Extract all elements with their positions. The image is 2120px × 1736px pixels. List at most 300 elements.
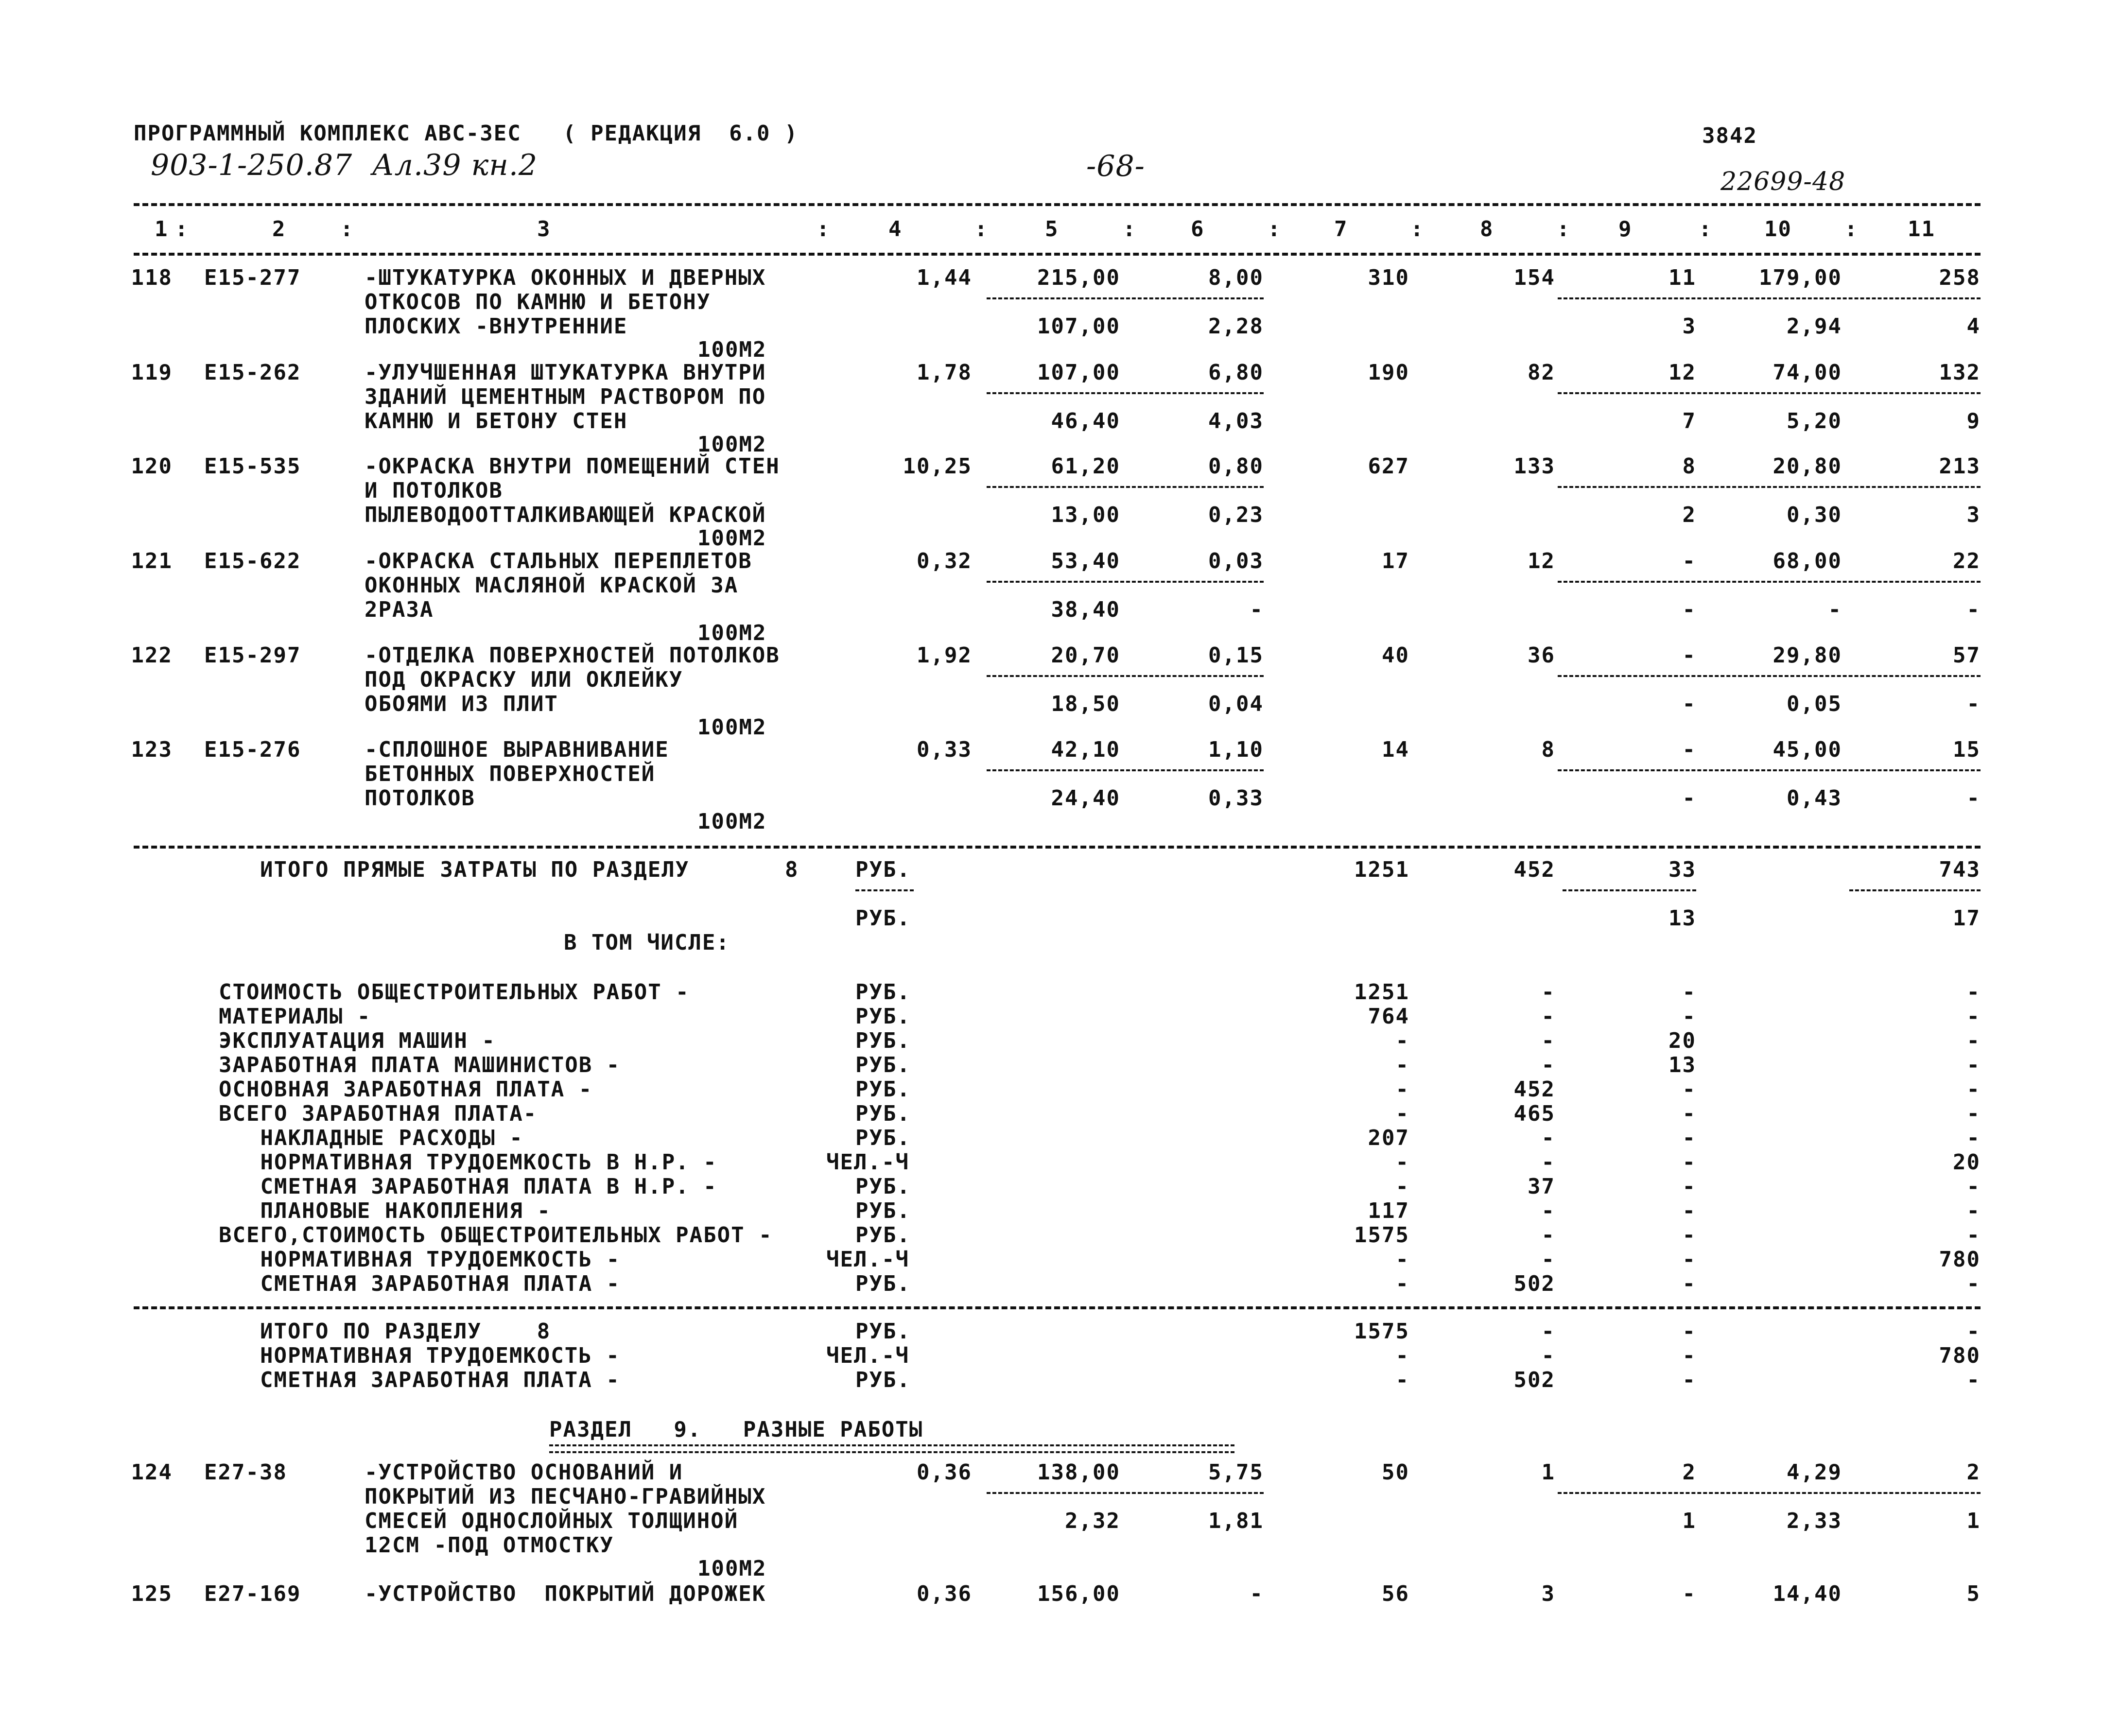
row-123-description: ПОТОЛКОВ: [365, 786, 475, 811]
row-122-c10b: 0,05: [1787, 692, 1842, 716]
row-125-c10: 14,40: [1772, 1581, 1842, 1606]
row-119-qty: 1,78: [917, 360, 972, 385]
breakdown-12-unit: ЧЕЛ.-Ч: [826, 1247, 909, 1272]
row-118-description: ПЛОСКИХ -ВНУТРЕННИЕ: [365, 314, 628, 339]
row-123-code: Е15-276: [204, 737, 301, 762]
totals-top-rule: [134, 846, 1981, 849]
row-120-description: ПЫЛЕВОДООТТАЛКИВАЮЩЕЙ КРАСКОЙ: [365, 503, 766, 527]
row-123-description: -СПЛОШНОЕ ВЫРАВНИВАНИЕ: [365, 737, 669, 762]
row-118-c6b: 2,28: [1208, 314, 1264, 339]
section-total-3-c8: 502: [1513, 1368, 1555, 1392]
row-124-description: -УСТРОЙСТВО ОСНОВАНИЙ И: [365, 1460, 683, 1485]
row-125-c9: -: [1682, 1581, 1696, 1606]
breakdown-9-c11: -: [1966, 1174, 1981, 1199]
column-header-4: 4: [888, 217, 903, 242]
row-118-description: ОТКОСОВ ПО КАМНЮ И БЕТОНУ: [365, 290, 711, 314]
row-118-c10b: 2,94: [1787, 314, 1842, 339]
row-118-qty: 1,44: [917, 265, 972, 290]
row-121-c5: 53,40: [1051, 549, 1120, 573]
row-119-unit: 100М2: [697, 432, 767, 457]
row-120-c6: 0,80: [1208, 454, 1264, 479]
handwritten-code: 22699-48: [1720, 167, 1846, 196]
row-118-c11: 258: [1939, 265, 1981, 290]
row-120-c8: 133: [1513, 454, 1555, 479]
row-120-c11b: 3: [1966, 503, 1981, 527]
row-120-qty: 10,25: [903, 454, 972, 479]
totals-c9: 33: [1668, 857, 1696, 882]
breakdown-2-unit: РУБ.: [855, 1004, 911, 1029]
breakdown-6-label: ВСЕГО ЗАРАБОТНАЯ ПЛАТА-: [219, 1101, 538, 1126]
section-total-3-unit: РУБ.: [855, 1368, 911, 1392]
row-120-c5: 61,20: [1051, 454, 1120, 479]
row-125-qty: 0,36: [917, 1581, 972, 1606]
breakdown-12-c9: -: [1682, 1247, 1696, 1272]
row-121-description: ОКОННЫХ МАСЛЯНОЙ КРАСКОЙ ЗА: [365, 573, 739, 598]
row-119-number: 119: [131, 360, 173, 385]
row-119-c6b: 4,03: [1208, 409, 1264, 434]
row-119-description: КАМНЮ И БЕТОНУ СТЕН: [365, 409, 628, 434]
breakdown-8-label: НОРМАТИВНАЯ ТРУДОЕМКОСТЬ В Н.Р. -: [219, 1150, 717, 1175]
row-124-number: 124: [131, 1460, 173, 1485]
breakdown-6-unit: РУБ.: [855, 1101, 911, 1126]
row-119-code: Е15-262: [204, 360, 301, 385]
breakdown-11-unit: РУБ.: [855, 1223, 911, 1248]
row-121-qty: 0,32: [917, 549, 972, 573]
breakdown-2-c7: 764: [1368, 1004, 1409, 1029]
column-separator: :: [817, 217, 831, 242]
row-125-c11: 5: [1966, 1581, 1981, 1606]
row-125-code: Е27-169: [204, 1581, 301, 1606]
breakdown-10-c8: -: [1541, 1198, 1555, 1223]
in-that-heading: В ТОМ ЧИСЛЕ:: [564, 930, 730, 955]
row-121-c9: -: [1682, 549, 1696, 573]
breakdown-4-unit: РУБ.: [855, 1053, 911, 1077]
row-124-c6: 5,75: [1208, 1460, 1264, 1485]
breakdown-6-c8: 465: [1513, 1101, 1555, 1126]
row-123-c5: 42,10: [1051, 737, 1120, 762]
row-121-c6b: -: [1250, 597, 1264, 622]
row-118-c8: 154: [1513, 265, 1555, 290]
page-number: -68-: [1086, 149, 1145, 183]
breakdown-4-c8: -: [1541, 1053, 1555, 1077]
row-118-c10: 179,00: [1759, 265, 1842, 290]
row-122-description: -ОТДЕЛКА ПОВЕРХНОСТЕЙ ПОТОЛКОВ: [365, 643, 780, 668]
breakdown-13-c9: -: [1682, 1271, 1696, 1296]
column-header-8: 8: [1480, 217, 1494, 242]
totals-c11b: 17: [1953, 906, 1981, 931]
row-119-c11: 132: [1939, 360, 1981, 385]
row-123-c10b: 0,43: [1787, 786, 1842, 811]
section-total-1-c8: -: [1541, 1319, 1555, 1344]
row-121-c5b: 38,40: [1051, 597, 1120, 622]
breakdown-3-c7: -: [1395, 1028, 1409, 1053]
row-121-description: 2РАЗА: [365, 597, 434, 622]
row-122-unit: 100М2: [697, 715, 767, 740]
column-separator: :: [340, 217, 354, 242]
breakdown-5-c7: -: [1395, 1077, 1409, 1102]
section-total-3-c11: -: [1966, 1368, 1981, 1392]
row-121-c9b: -: [1682, 597, 1696, 622]
row-119-c10b: 5,20: [1787, 409, 1842, 434]
section-9-double-underline: [549, 1444, 1234, 1453]
breakdown-12-c7: -: [1395, 1247, 1409, 1272]
row-118-c11b: 4: [1966, 314, 1981, 339]
totals-unit: РУБ.: [855, 857, 911, 882]
row-118-c5b: 107,00: [1037, 314, 1120, 339]
breakdown-7-label: НАКЛАДНЫЕ РАСХОДЫ -: [219, 1126, 523, 1150]
column-header-6: 6: [1191, 217, 1205, 242]
column-header-10: 10: [1764, 217, 1792, 242]
breakdown-1-c8: -: [1541, 980, 1555, 1005]
row-118-c7: 310: [1368, 265, 1409, 290]
section-total-1-c11: -: [1966, 1319, 1981, 1344]
row-119-rule-9-11: [1558, 392, 1981, 394]
row-119-c8: 82: [1528, 360, 1555, 385]
row-125-c8: 3: [1541, 1581, 1555, 1606]
totals-c7: 1251: [1354, 857, 1409, 882]
row-118-description: -ШТУКАТУРКА ОКОННЫХ И ДВЕРНЫХ: [365, 265, 766, 290]
breakdown-10-unit: РУБ.: [855, 1198, 911, 1223]
breakdown-1-c11: -: [1966, 980, 1981, 1005]
row-118-rule-5-6: [987, 297, 1264, 299]
totals-unit-rule: [855, 889, 914, 891]
row-124-description: 12СМ -ПОД ОТМОСТКУ: [365, 1533, 614, 1558]
breakdown-2-c8: -: [1541, 1004, 1555, 1029]
breakdown-8-c8: -: [1541, 1150, 1555, 1175]
row-118-rule-9-11: [1558, 297, 1981, 299]
breakdown-1-c7: 1251: [1354, 980, 1409, 1005]
totals-rule-11: [1849, 889, 1981, 891]
row-123-c9b: -: [1682, 786, 1696, 811]
row-121-c11b: -: [1966, 597, 1981, 622]
row-124-c9: 2: [1682, 1460, 1696, 1485]
totals-unit-2: РУБ.: [855, 906, 911, 931]
row-120-unit: 100М2: [697, 526, 767, 551]
row-122-c5: 20,70: [1051, 643, 1120, 668]
row-121-c10: 68,00: [1772, 549, 1842, 573]
breakdown-7-c7: 207: [1368, 1126, 1409, 1150]
breakdown-11-c7: 1575: [1354, 1223, 1409, 1248]
section-total-2-c9: -: [1682, 1343, 1696, 1368]
row-119-c7: 190: [1368, 360, 1409, 385]
row-124-c6b: 1,81: [1208, 1509, 1264, 1533]
breakdown-11-c9: -: [1682, 1223, 1696, 1248]
column-header-9: 9: [1618, 217, 1633, 242]
row-121-c7: 17: [1382, 549, 1409, 573]
section-total-2-c7: -: [1395, 1343, 1409, 1368]
section-total-1-c9: -: [1682, 1319, 1696, 1344]
row-119-c9: 12: [1668, 360, 1696, 385]
row-121-c10b: -: [1828, 597, 1842, 622]
row-122-c10: 29,80: [1772, 643, 1842, 668]
section-total-3-c7: -: [1395, 1368, 1409, 1392]
row-120-code: Е15-535: [204, 454, 301, 479]
row-121-rule-9-11: [1558, 581, 1981, 583]
row-119-c11b: 9: [1966, 409, 1981, 434]
row-119-c6: 6,80: [1208, 360, 1264, 385]
breakdown-2-c9: -: [1682, 1004, 1696, 1029]
row-118-c9b: 3: [1682, 314, 1696, 339]
section-total-2-label: НОРМАТИВНАЯ ТРУДОЕМКОСТЬ -: [260, 1343, 620, 1368]
row-120-rule-5-6: [987, 486, 1264, 488]
row-122-rule-5-6: [987, 675, 1264, 677]
row-124-c5: 138,00: [1037, 1460, 1120, 1485]
row-124-rule-5-6: [987, 1492, 1264, 1494]
column-separator: :: [1268, 217, 1282, 242]
row-122-c9b: -: [1682, 692, 1696, 716]
breakdown-12-c8: -: [1541, 1247, 1555, 1272]
row-121-rule-5-6: [987, 581, 1264, 583]
breakdown-10-c11: -: [1966, 1198, 1981, 1223]
section-total-1-c7: 1575: [1354, 1319, 1409, 1344]
row-120-c10: 20,80: [1772, 454, 1842, 479]
row-123-c11b: -: [1966, 786, 1981, 811]
row-122-c8: 36: [1528, 643, 1555, 668]
row-122-qty: 1,92: [917, 643, 972, 668]
breakdown-11-label: ВСЕГО,СТОИМОСТЬ ОБЩЕСТРОИТЕЛЬНЫХ РАБОТ -: [219, 1223, 773, 1248]
breakdown-11-c8: -: [1541, 1223, 1555, 1248]
row-125-c7: 56: [1382, 1581, 1409, 1606]
row-118-c6: 8,00: [1208, 265, 1264, 290]
row-118-c5: 215,00: [1037, 265, 1120, 290]
row-123-c9: -: [1682, 737, 1696, 762]
row-118-number: 118: [131, 265, 173, 290]
document-code: 3842: [1702, 123, 1757, 148]
breakdown-2-label: МАТЕРИАЛЫ -: [219, 1004, 371, 1029]
breakdown-7-c11: -: [1966, 1126, 1981, 1150]
column-header-11: 11: [1908, 217, 1935, 242]
row-119-c9b: 7: [1682, 409, 1696, 434]
breakdown-9-c7: -: [1395, 1174, 1409, 1199]
column-separator: :: [1699, 217, 1713, 242]
row-124-c11: 2: [1966, 1460, 1981, 1485]
row-124-c8: 1: [1541, 1460, 1555, 1485]
column-header-7: 7: [1334, 217, 1348, 242]
breakdown-8-c11: 20: [1953, 1150, 1981, 1175]
totals-label: ИТОГО ПРЯМЫЕ ЗАТРАТЫ ПО РАЗДЕЛУ: [260, 857, 690, 882]
section-total-1-unit: РУБ.: [855, 1319, 911, 1344]
row-120-rule-9-11: [1558, 486, 1981, 488]
breakdown-10-c9: -: [1682, 1198, 1696, 1223]
program-title: ПРОГРАММНЫЙ КОМПЛЕКС АВС-3ЕС ( РЕДАКЦИЯ 6.0 ): [134, 121, 799, 146]
breakdown-9-c9: -: [1682, 1174, 1696, 1199]
section-total-2-unit: ЧЕЛ.-Ч: [826, 1343, 909, 1368]
row-123-c6b: 0,33: [1208, 786, 1264, 811]
section-total-2-c8: -: [1541, 1343, 1555, 1368]
column-header-2: 2: [272, 217, 286, 242]
breakdown-1-c9: -: [1682, 980, 1696, 1005]
row-123-rule-9-11: [1558, 769, 1981, 771]
row-124-c9b: 1: [1682, 1509, 1696, 1533]
totals-c8: 452: [1513, 857, 1555, 882]
row-120-description: И ПОТОЛКОВ: [365, 478, 503, 503]
row-120-c7: 627: [1368, 454, 1409, 479]
row-122-c5b: 18,50: [1051, 692, 1120, 716]
breakdown-13-c11: -: [1966, 1271, 1981, 1296]
row-122-c6b: 0,04: [1208, 692, 1264, 716]
row-119-rule-5-6: [987, 392, 1264, 394]
section-total-top-rule: [134, 1306, 1981, 1309]
row-119-c5: 107,00: [1037, 360, 1120, 385]
section-total-1-label: ИТОГО ПО РАЗДЕЛУ 8: [260, 1319, 551, 1344]
row-120-c9: 8: [1682, 454, 1696, 479]
breakdown-10-c7: 117: [1368, 1198, 1409, 1223]
breakdown-11-c11: -: [1966, 1223, 1981, 1248]
row-119-c5b: 46,40: [1051, 409, 1120, 434]
row-123-c10: 45,00: [1772, 737, 1842, 762]
breakdown-12-c11: 780: [1939, 1247, 1981, 1272]
row-123-description: БЕТОННЫХ ПОВЕРХНОСТЕЙ: [365, 762, 656, 786]
row-123-c8: 8: [1541, 737, 1555, 762]
row-120-c6b: 0,23: [1208, 503, 1264, 527]
row-123-c6: 1,10: [1208, 737, 1264, 762]
row-125-number: 125: [131, 1581, 173, 1606]
breakdown-5-label: ОСНОВНАЯ ЗАРАБОТНАЯ ПЛАТА -: [219, 1077, 593, 1102]
breakdown-3-c11: -: [1966, 1028, 1981, 1053]
row-118-c9: 11: [1668, 265, 1696, 290]
row-120-c10b: 0,30: [1787, 503, 1842, 527]
column-header-1: 1: [155, 217, 169, 242]
row-122-c11: 57: [1953, 643, 1981, 668]
row-122-number: 122: [131, 643, 173, 668]
row-124-unit: 100М2: [697, 1556, 767, 1581]
row-125-description: -УСТРОЙСТВО ПОКРЫТИЙ ДОРОЖЕК: [365, 1581, 766, 1606]
breakdown-3-c9: 20: [1668, 1028, 1696, 1053]
breakdown-5-c11: -: [1966, 1077, 1981, 1102]
breakdown-13-c7: -: [1395, 1271, 1409, 1296]
breakdown-1-label: СТОИМОСТЬ ОБЩЕСТРОИТЕЛЬНЫХ РАБОТ -: [219, 980, 690, 1005]
breakdown-6-c7: -: [1395, 1101, 1409, 1126]
column-separator: :: [1410, 217, 1425, 242]
breakdown-5-c9: -: [1682, 1077, 1696, 1102]
row-124-qty: 0,36: [917, 1460, 972, 1485]
column-separator: :: [974, 217, 989, 242]
row-123-rule-5-6: [987, 769, 1264, 771]
column-header-5: 5: [1045, 217, 1059, 242]
breakdown-8-c7: -: [1395, 1150, 1409, 1175]
breakdown-13-c8: 502: [1513, 1271, 1555, 1296]
breakdown-2-c11: -: [1966, 1004, 1981, 1029]
breakdown-9-label: СМЕТНАЯ ЗАРАБОТНАЯ ПЛАТА В Н.Р. -: [219, 1174, 717, 1199]
totals-rule-9: [1563, 889, 1696, 891]
breakdown-3-unit: РУБ.: [855, 1028, 911, 1053]
breakdown-13-label: СМЕТНАЯ ЗАРАБОТНАЯ ПЛАТА -: [219, 1271, 621, 1296]
row-124-code: Е27-38: [204, 1460, 287, 1485]
row-120-c9b: 2: [1682, 503, 1696, 527]
row-121-c6: 0,03: [1208, 549, 1264, 573]
row-124-rule-9-11: [1558, 1492, 1981, 1494]
row-123-unit: 100М2: [697, 809, 767, 834]
breakdown-10-label: ПЛАНОВЫЕ НАКОПЛЕНИЯ -: [219, 1198, 551, 1223]
totals-c9b: 13: [1668, 906, 1696, 931]
row-122-description: ОБОЯМИ ИЗ ПЛИТ: [365, 692, 558, 716]
breakdown-13-unit: РУБ.: [855, 1271, 911, 1296]
breakdown-9-unit: РУБ.: [855, 1174, 911, 1199]
breakdown-5-unit: РУБ.: [855, 1077, 911, 1102]
breakdown-4-c9: 13: [1668, 1053, 1696, 1077]
breakdown-6-c11: -: [1966, 1101, 1981, 1126]
row-124-c5b: 2,32: [1065, 1509, 1120, 1533]
row-120-description: -ОКРАСКА ВНУТРИ ПОМЕЩЕНИЙ СТЕН: [365, 454, 780, 479]
breakdown-7-c8: -: [1541, 1126, 1555, 1150]
row-121-c8: 12: [1528, 549, 1555, 573]
row-123-qty: 0,33: [917, 737, 972, 762]
breakdown-9-c8: 37: [1528, 1174, 1555, 1199]
row-124-description: ПОКРЫТИЙ ИЗ ПЕСЧАНО-ГРАВИЙНЫХ: [365, 1484, 766, 1509]
section-9-title: РАЗДЕЛ 9. РАЗНЫЕ РАБОТЫ: [549, 1417, 923, 1442]
row-121-c11: 22: [1953, 549, 1981, 573]
row-121-number: 121: [131, 549, 173, 573]
row-121-unit: 100М2: [697, 621, 767, 645]
row-124-c7: 50: [1382, 1460, 1409, 1485]
row-124-c10: 4,29: [1787, 1460, 1842, 1485]
row-119-description: ЗДАНИЙ ЦЕМЕНТНЫМ РАСТВОРОМ ПО: [365, 384, 766, 409]
column-separator: :: [1844, 217, 1859, 242]
breakdown-7-c9: -: [1682, 1126, 1696, 1150]
breakdown-3-c8: -: [1541, 1028, 1555, 1053]
row-122-rule-9-11: [1558, 675, 1981, 677]
row-120-c5b: 13,00: [1051, 503, 1120, 527]
row-124-c10b: 2,33: [1787, 1509, 1842, 1533]
row-122-description: ПОД ОКРАСКУ ИЛИ ОКЛЕЙКУ: [365, 667, 683, 692]
breakdown-4-label: ЗАРАБОТНАЯ ПЛАТА МАШИНИСТОВ -: [219, 1053, 621, 1077]
row-120-c11: 213: [1939, 454, 1981, 479]
breakdown-6-c9: -: [1682, 1101, 1696, 1126]
row-119-c10: 74,00: [1772, 360, 1842, 385]
row-118-unit: 100М2: [697, 337, 767, 362]
row-125-c6: -: [1250, 1581, 1264, 1606]
row-124-c11b: 1: [1966, 1509, 1981, 1533]
header-bottom-rule: [134, 253, 1981, 256]
breakdown-1-unit: РУБ.: [855, 980, 911, 1005]
totals-section-number: 8: [785, 857, 799, 882]
row-118-code: Е15-277: [204, 265, 301, 290]
breakdown-3-label: ЭКСПЛУАТАЦИЯ МАШИН -: [219, 1028, 496, 1053]
breakdown-4-c7: -: [1395, 1053, 1409, 1077]
row-125-c5: 156,00: [1037, 1581, 1120, 1606]
row-122-c9: -: [1682, 643, 1696, 668]
row-122-c6: 0,15: [1208, 643, 1264, 668]
handwritten-reference: 903-1-250.87 Ал.39 кн.2: [151, 148, 538, 182]
section-total-3-label: СМЕТНАЯ ЗАРАБОТНАЯ ПЛАТА -: [260, 1368, 620, 1392]
row-122-c11b: -: [1966, 692, 1981, 716]
breakdown-7-unit: РУБ.: [855, 1126, 911, 1150]
header-top-rule: [134, 203, 1981, 206]
row-121-description: -ОКРАСКА СТАЛЬНЫХ ПЕРЕПЛЕТОВ: [365, 549, 752, 573]
column-separator: :: [1557, 217, 1571, 242]
row-119-description: -УЛУЧШЕННАЯ ШТУКАТУРКА ВНУТРИ: [365, 360, 766, 385]
totals-c11: 743: [1939, 857, 1981, 882]
column-separator: :: [1123, 217, 1137, 242]
breakdown-8-unit: ЧЕЛ.-Ч: [826, 1150, 909, 1175]
row-124-description: СМЕСЕЙ ОДНОСЛОЙНЫХ ТОЛЩИНОЙ: [365, 1509, 739, 1533]
row-122-code: Е15-297: [204, 643, 301, 668]
row-123-c7: 14: [1382, 737, 1409, 762]
section-total-3-c9: -: [1682, 1368, 1696, 1392]
row-123-c11: 15: [1953, 737, 1981, 762]
breakdown-8-c9: -: [1682, 1150, 1696, 1175]
breakdown-5-c8: 452: [1513, 1077, 1555, 1102]
column-separator: :: [175, 217, 189, 242]
row-121-code: Е15-622: [204, 549, 301, 573]
row-122-c7: 40: [1382, 643, 1409, 668]
section-total-2-c11: 780: [1939, 1343, 1981, 1368]
column-header-3: 3: [537, 217, 551, 242]
row-120-number: 120: [131, 454, 173, 479]
row-123-c5b: 24,40: [1051, 786, 1120, 811]
breakdown-4-c11: -: [1966, 1053, 1981, 1077]
row-123-number: 123: [131, 737, 173, 762]
